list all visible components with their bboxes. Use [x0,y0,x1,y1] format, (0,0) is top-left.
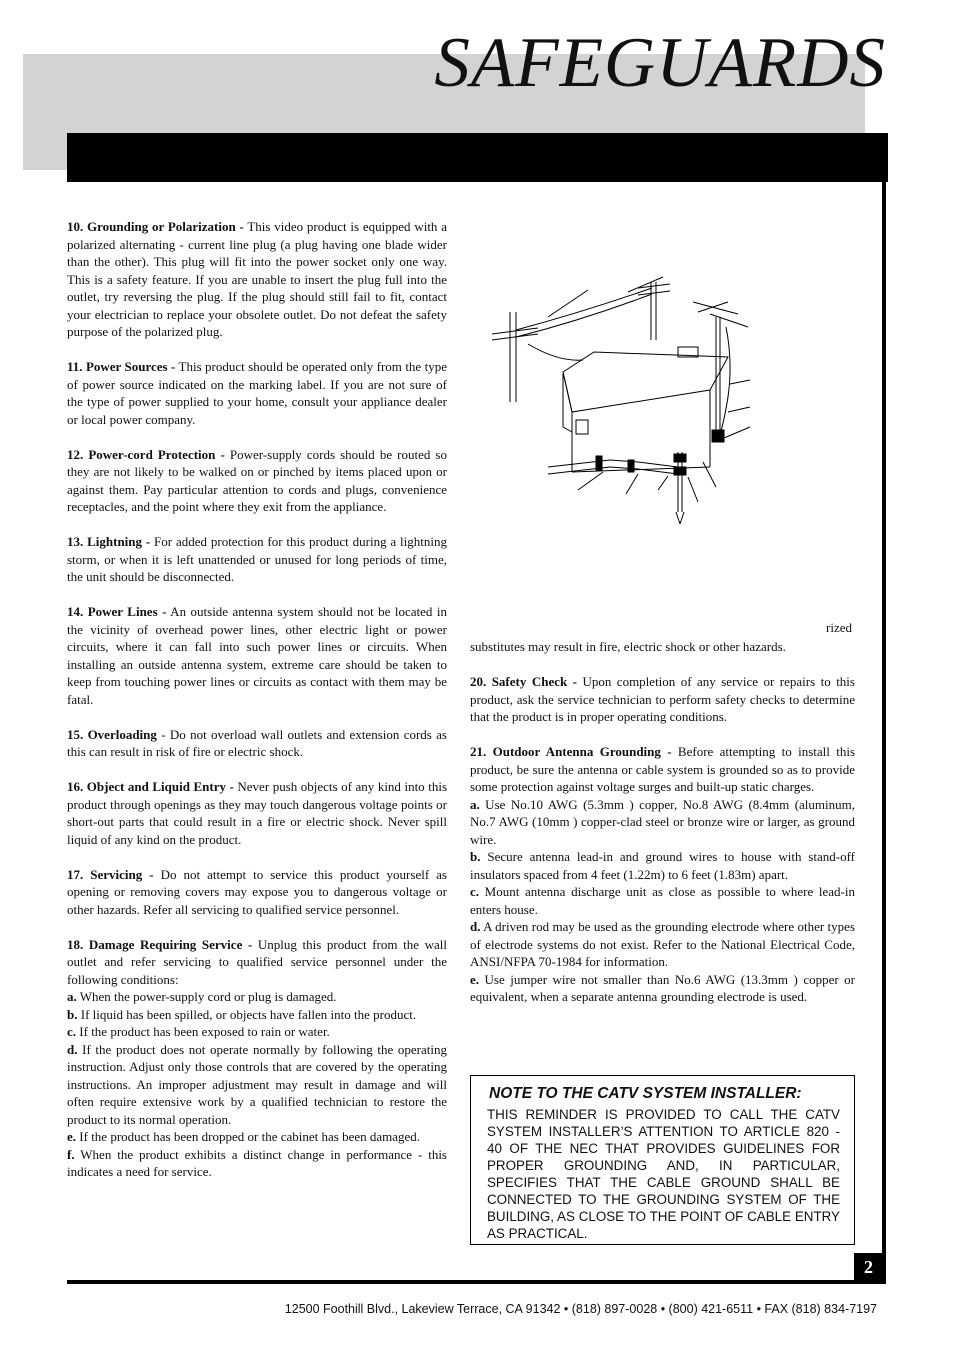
item-14 [67,603,447,708]
catv-note-box [470,1075,855,1245]
item-text: Do not attempt to service this product yourself as opening or removing covers may expose you to dangerous voltage or other hazards. Refer all servicing to qualified service personnel. [67,866,447,917]
item-18-a [67,988,447,1006]
item-18-c [67,1023,447,1041]
sub-text: Use jumper wire not smaller than No.6 AWG (13.3mm ) copper or equivalent, when a separate antenna grounding electrode is used. [470,971,855,1004]
sub-label: e. [470,971,480,987]
item-text: - Do not overload wall outlets and extension cords as this can result in risk of fire or electric shock. [67,726,447,759]
sub-text: When the power-supply cord or plug is damaged. [76,989,337,1004]
item-text: Power-supply cords should be routed so they are not likely to be walked on or pinched by items placed upon or against them. Pay particular attention to cords and plugs, convenience receptacles, and the point where they exit from the appliance. [67,446,447,514]
sub-label: a. [67,989,77,1004]
item-text: For added protection for this product during a lightning storm, or when it is left unattended or unused for long periods of time, the unit should be disconnected. [67,534,447,584]
item-text: Never push objects of any kind into this product through openings as they may touch dangerous voltage points or short-out parts that could result in a fire or electric shock. Never spill liquid of any kind on the product. [67,779,448,847]
item-21-e [470,971,855,1006]
item-heading: 20. Safety Check - [470,674,577,689]
item-text: Upon completion of any service or repairs to this product, ask the service technician to perform safety checks to determine that the product is in proper operating conditions. [470,674,855,724]
item-heading: 18. Damage Requiring Service - [67,936,253,952]
item-18 [67,936,447,989]
item-18-b [67,1006,447,1024]
item-heading: 11. Power Sources - [67,359,176,374]
item-16 [67,778,447,848]
item-heading: 17. Servicing - [67,866,154,882]
sub-text: If the product has been dropped or the cabinet has been damaged. [76,1129,421,1144]
sub-text: Secure antenna lead-in and ground wires to house with stand-off insulators spaced from 4 feet (1.22m) to 6 feet (1.83m) apart. [470,849,855,882]
sub-label: c. [67,1024,77,1039]
note-title: NOTE TO THE CATV SYSTEM INSTALLER: [489,1085,802,1102]
right-column [470,638,855,1006]
page-title: SAFEGUARDS [434,24,886,102]
sub-label: b. [470,849,481,864]
sub-text: If the product does not operate normally by following the operating instruction. Adjust only those controls that are covered by the operating instructions. An improper adjustment may result in damage and will often require extensive work by a qualified technician to restore the product to its normal operation. [67,1041,447,1127]
item-18-f [67,1146,447,1181]
item-heading: 15. Overloading [67,726,157,742]
sub-label: f. [67,1146,75,1162]
item-20 [470,673,855,726]
item-11 [67,358,447,428]
left-column [67,218,447,1181]
item-12 [67,446,447,516]
right-rule [882,182,886,1284]
item-21-d [470,918,855,971]
item-18-e [67,1128,447,1146]
text-fragment: rized [826,620,852,635]
note-body: THIS REMINDER IS PROVIDED TO CALL THE CATV SYSTEM INSTALLER’S ATTENTION TO ARTICLE 820 - 40 OF THE NEC THAT PROVIDES GUIDELINES FOR PROPER GROUNDING AND, IN PARTICULAR, SPECIFIES THAT THE CABLE GROUND SHALL BE CONNECTED TO THE GROUNDING SYSTEM OF THE BUILDING, AS CLOSE TO THE POINT OF CABLE ENTRY AS PRACTICAL. [487,1107,840,1241]
item-21-c [470,883,855,918]
bottom-rule [67,1280,886,1284]
sub-label: e. [67,1129,77,1144]
sub-text: When the product exhibits a distinct change in performance - this indicates a need for service. [67,1146,447,1179]
item-text: Before attempting to install this product, be sure the antenna or cable system is grounded so as to provide some protection against voltage surges and built-up static charges. [470,744,855,794]
item-text: Unplug this product from the wall outlet and refer servicing to qualified service personnel under the following conditions: [67,936,447,987]
item-21-b [470,848,855,883]
item-heading: 16. Object and Liquid Entry - [67,779,234,794]
item-21 [470,743,855,796]
sub-label: d. [470,919,481,934]
item-heading: 21. Outdoor Antenna Grounding - [470,744,672,759]
item-13 [67,533,447,586]
item-15 [67,726,447,761]
item-text: This video product is equipped with a polarized alternating - current line plug (a plug having one blade wider than the other). This plug will fit into the power socket only one way. This is a safety feature. If you are unable to insert the plug full into the outlet, try reversing the plug. If the plug should still fail to fit, contact your electrician to replace your obsolete outlet. Do not defeat the safety purpose of the polarized plug. [67,219,447,339]
item-heading: 12. Power-cord Protection - [67,446,225,462]
item-21-a [470,796,855,849]
item-18-d [67,1041,447,1129]
page-number: 2 [854,1253,883,1282]
item-19-tail: substitutes may result in fire, electric shock or other hazards. [470,639,786,654]
item-text: An outside antenna system should not be located in the vicinity of overhead power lines, other electric light or power circuits, where it can fall into such power lines or circuits. When installing an outside antenna system, extreme care should be taken to keep from touching power lines or circuits as contact with them may be fatal. [67,604,447,707]
antenna-grounding-diagram [488,262,768,524]
sub-label: d. [67,1041,78,1057]
sub-label: b. [67,1006,78,1022]
sub-text: If the product has been exposed to rain or water. [76,1024,330,1039]
sub-label: c. [470,884,480,899]
header-bar [67,133,888,182]
sub-text: Mount antenna discharge unit as close as possible to where lead-in enters house. [470,884,855,917]
sub-text: If liquid has been spilled, or objects have fallen into the product. [77,1006,417,1022]
item-heading: 10. Grounding or Polarization - [67,219,244,234]
item-17 [67,866,447,919]
item-10 [67,218,447,341]
footer-address: 12500 Foothill Blvd., Lakeview Terrace, CA 91342 • (818) 897-0028 • (800) 421-6511 • FAX (818) 834-7197 [284,1302,877,1316]
sub-text: A driven rod may be used as the grounding electrode where other types of electrode systems do not exist. Refer to the National Electrical Code, ANSI/NFPA 70-1984 for information. [470,919,855,969]
sub-label: a. [470,796,480,812]
item-text: This product should be operated only from the type of power source indicated on the marking label. If you are not sure of the type of power supplied to your home, consult your appliance dealer or local power company. [67,359,447,427]
item-heading: 14. Power Lines - [67,604,167,619]
item-heading: 13. Lightning - [67,534,151,549]
sub-text: Use No.10 AWG (5.3mm ) copper, No.8 AWG (8.4mm (aluminum, No.7 AWG (10mm ) copper-clad steel or bronze wire or larger, as ground wire. [470,796,855,847]
